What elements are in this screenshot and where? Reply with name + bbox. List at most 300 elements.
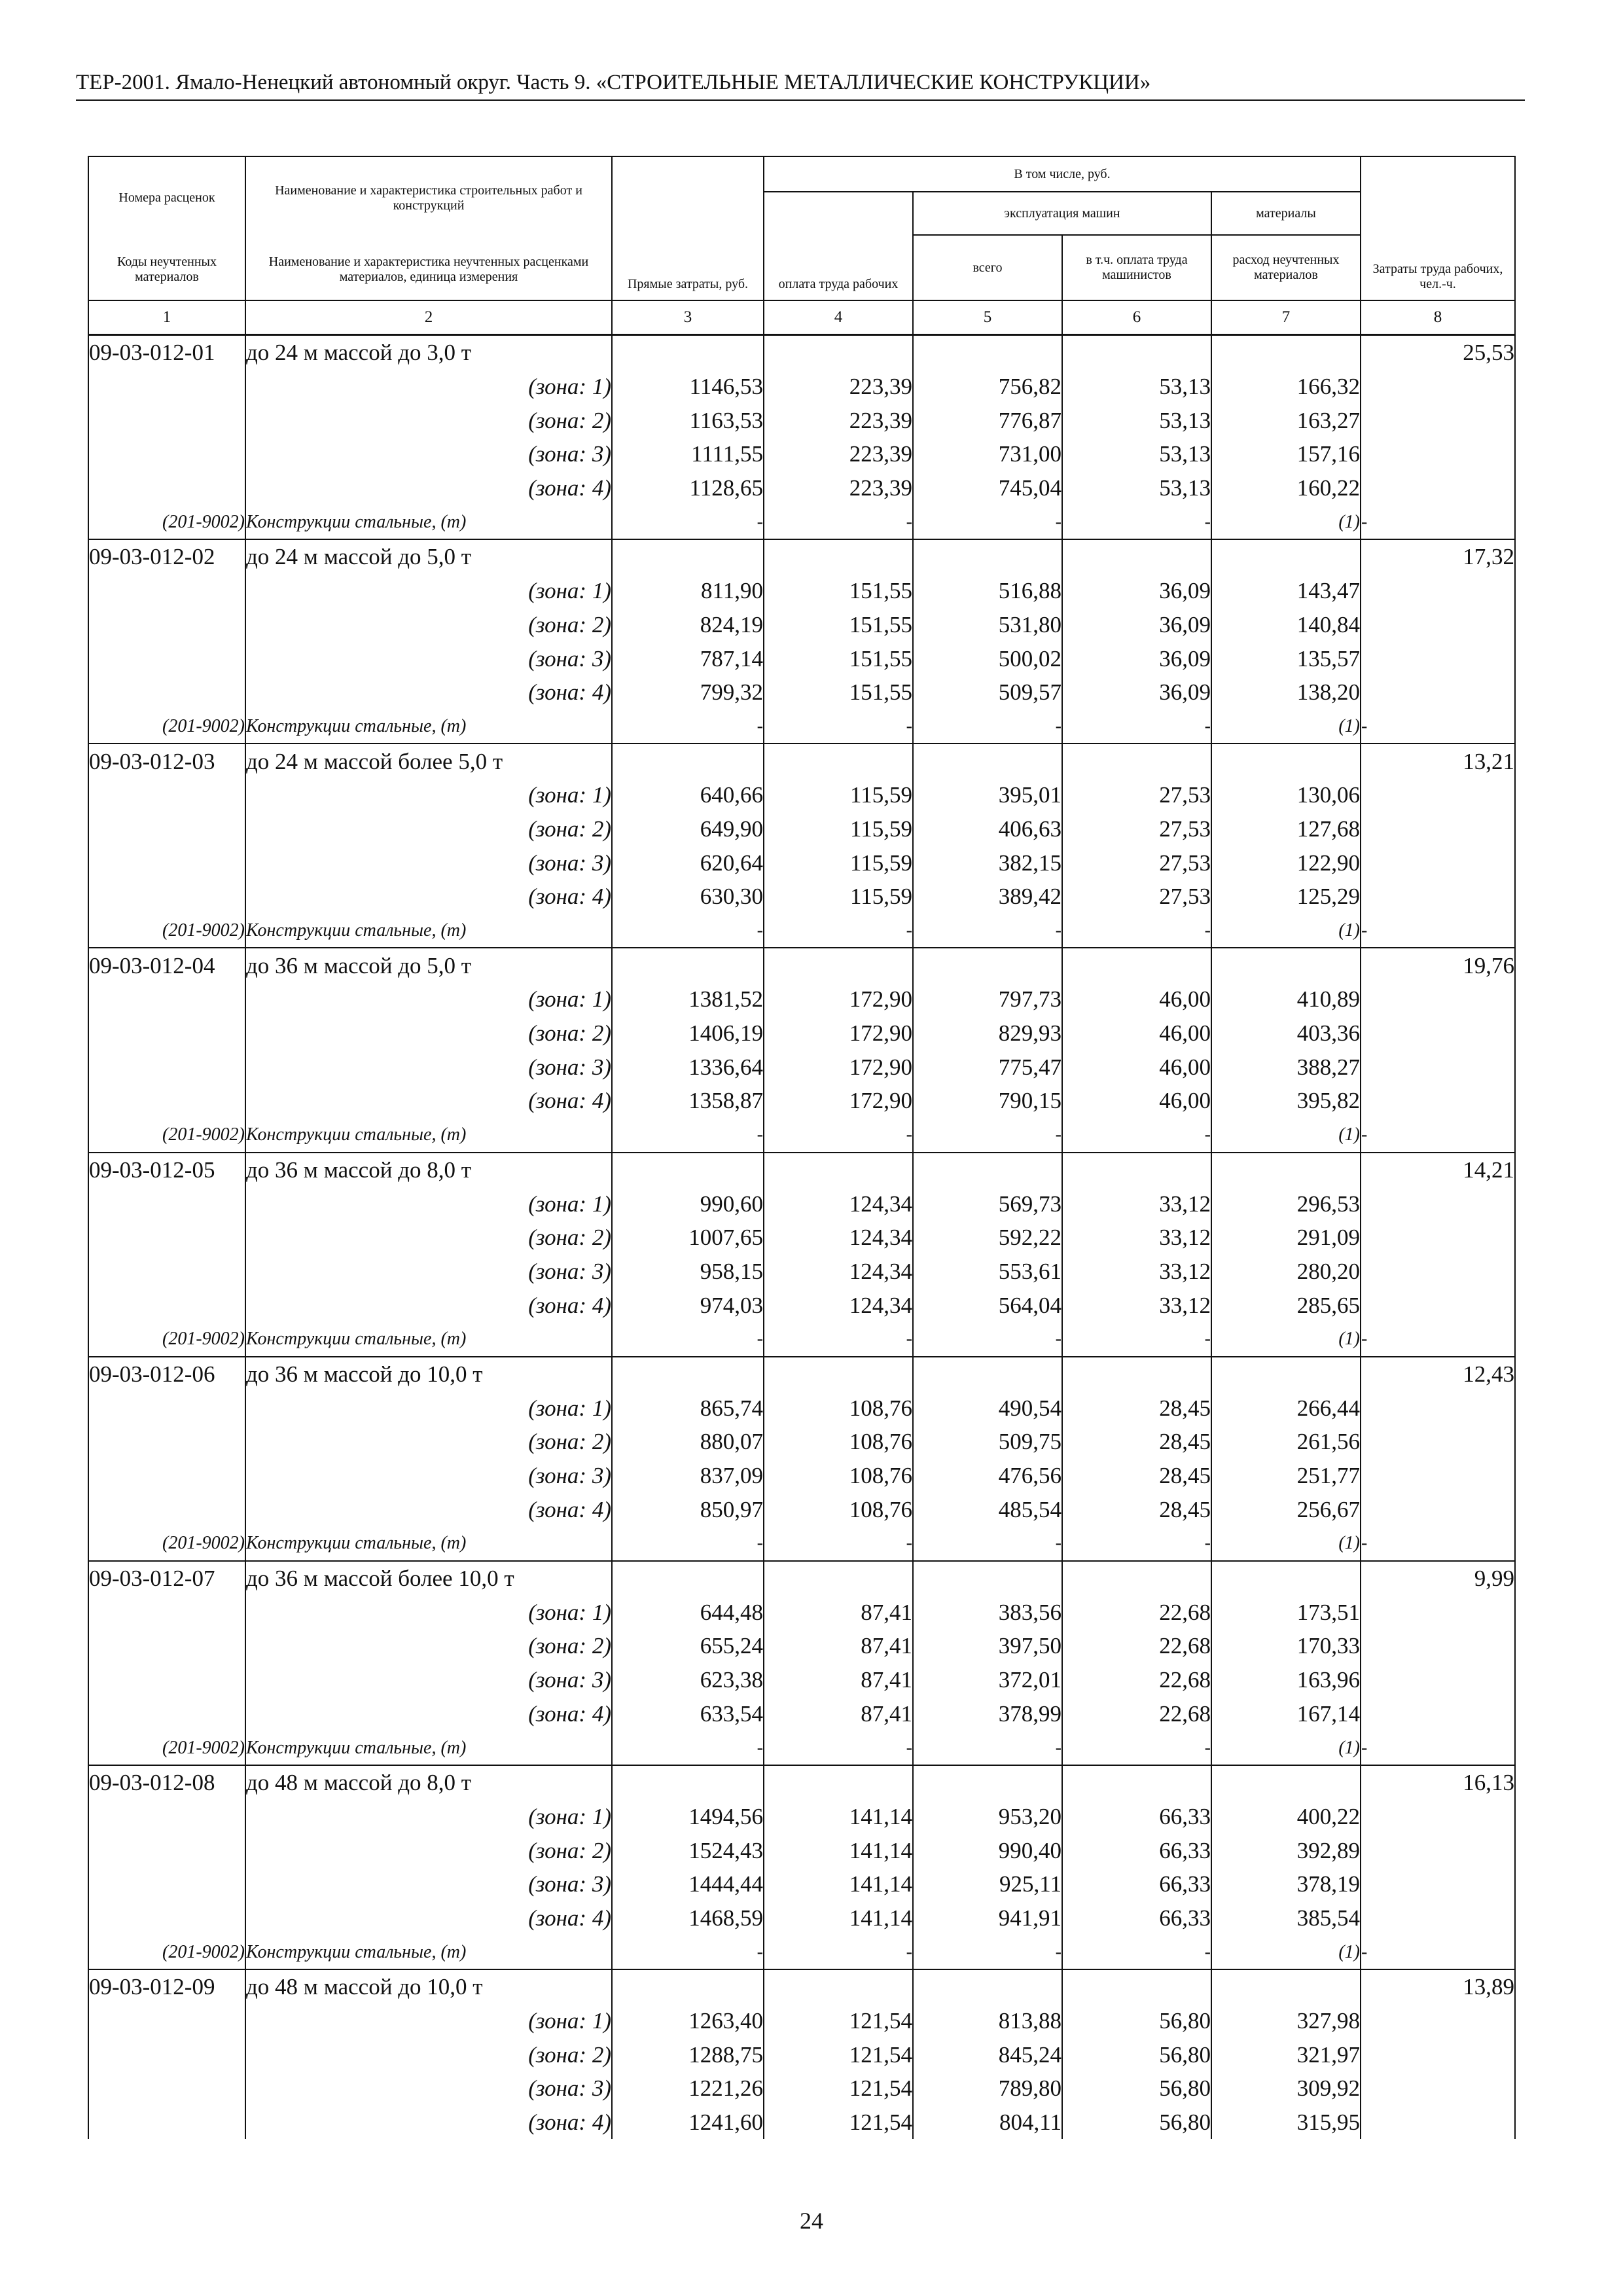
operator-pay: 53,13 xyxy=(1062,437,1211,471)
dash: - xyxy=(764,505,913,539)
machines-total: 745,04 xyxy=(913,471,1062,505)
worker-pay: 151,55 xyxy=(764,641,913,675)
rate-name: до 48 м массой до 10,0 т xyxy=(245,1969,612,2004)
rate-row xyxy=(88,539,1515,574)
dash: - xyxy=(1062,709,1211,744)
materials-cost: 395,82 xyxy=(1211,1084,1361,1118)
materials-cost: 122,90 xyxy=(1211,846,1361,880)
operator-pay: 36,09 xyxy=(1062,675,1211,709)
machines-total: 813,88 xyxy=(913,2004,1062,2038)
materials-cost: 127,68 xyxy=(1211,812,1361,846)
labor-cost: 12,43 xyxy=(1361,1357,1515,1391)
machines-total: 829,93 xyxy=(913,1016,1062,1050)
zone-row xyxy=(88,846,1515,880)
rate-name: до 36 м массой до 8,0 т xyxy=(245,1153,612,1187)
materials-cost: 125,29 xyxy=(1211,880,1361,914)
zone-row xyxy=(88,675,1515,709)
machines-total: 383,56 xyxy=(913,1595,1062,1629)
materials-cost: 256,67 xyxy=(1211,1492,1361,1526)
labor-cost: 19,76 xyxy=(1361,948,1515,982)
operator-pay: 28,45 xyxy=(1062,1459,1211,1493)
worker-pay: 121,54 xyxy=(764,2106,913,2140)
material-name: Конструкции стальные, (т) xyxy=(245,1935,612,1969)
rate-row xyxy=(88,1153,1515,1187)
labor-cost: 13,21 xyxy=(1361,744,1515,778)
material-name: Конструкции стальные, (т) xyxy=(245,1526,612,1561)
worker-pay: 108,76 xyxy=(764,1391,913,1425)
rate-code: 09-03-012-01 xyxy=(88,335,245,370)
material-name: Конструкции стальные, (т) xyxy=(245,505,612,539)
header-including: В том числе, руб. xyxy=(764,156,1361,192)
column-number: 7 xyxy=(1211,300,1361,335)
zone-label: (зона: 1) xyxy=(245,574,612,608)
machines-total: 776,87 xyxy=(913,403,1062,437)
zone-row xyxy=(88,2004,1515,2038)
dash: - xyxy=(913,1731,1062,1765)
material-quantity: (1) xyxy=(1211,1935,1361,1969)
operator-pay: 66,33 xyxy=(1062,1867,1211,1901)
materials-cost: 315,95 xyxy=(1211,2106,1361,2140)
zone-row xyxy=(88,1663,1515,1697)
worker-pay: 151,55 xyxy=(764,608,913,642)
page-number: 24 xyxy=(800,2208,823,2234)
material-code: (201-9002) xyxy=(88,1526,245,1561)
dash: - xyxy=(1062,914,1211,948)
dash: - xyxy=(1062,505,1211,539)
materials-cost: 251,77 xyxy=(1211,1459,1361,1493)
materials-cost: 170,33 xyxy=(1211,1629,1361,1663)
dash: - xyxy=(764,1526,913,1561)
materials-cost: 266,44 xyxy=(1211,1391,1361,1425)
material-quantity: (1) xyxy=(1211,914,1361,948)
zone-label: (зона: 4) xyxy=(245,1084,612,1118)
materials-cost: 135,57 xyxy=(1211,641,1361,675)
direct-cost: 1007,65 xyxy=(612,1221,764,1255)
material-quantity: (1) xyxy=(1211,1118,1361,1153)
machines-total: 845,24 xyxy=(913,2037,1062,2072)
rates-body xyxy=(88,335,1515,2140)
material-name: Конструкции стальные, (т) xyxy=(245,709,612,744)
material-row xyxy=(88,1935,1515,1969)
dash: - xyxy=(1361,1118,1515,1153)
machines-total: 592,22 xyxy=(913,1221,1062,1255)
zone-label: (зона: 1) xyxy=(245,982,612,1016)
dash: - xyxy=(1062,1322,1211,1357)
machines-total: 509,75 xyxy=(913,1425,1062,1459)
rate-code: 09-03-012-03 xyxy=(88,744,245,778)
operator-pay: 66,33 xyxy=(1062,1901,1211,1935)
direct-cost: 649,90 xyxy=(612,812,764,846)
zone-row xyxy=(88,1697,1515,1731)
rate-code: 09-03-012-08 xyxy=(88,1765,245,1800)
dash: - xyxy=(612,1935,764,1969)
operator-pay: 66,33 xyxy=(1062,1833,1211,1867)
direct-cost: 1128,65 xyxy=(612,471,764,505)
worker-pay: 87,41 xyxy=(764,1595,913,1629)
material-quantity: (1) xyxy=(1211,1526,1361,1561)
worker-pay: 124,34 xyxy=(764,1255,913,1289)
zone-label: (зона: 4) xyxy=(245,471,612,505)
material-quantity: (1) xyxy=(1211,709,1361,744)
materials-cost: 388,27 xyxy=(1211,1050,1361,1084)
machines-total: 797,73 xyxy=(913,982,1062,1016)
zone-label: (зона: 1) xyxy=(245,1800,612,1834)
material-row xyxy=(88,505,1515,539)
direct-cost: 655,24 xyxy=(612,1629,764,1663)
material-code: (201-9002) xyxy=(88,505,245,539)
labor-cost: 16,13 xyxy=(1361,1765,1515,1800)
operator-pay: 36,09 xyxy=(1062,641,1211,675)
material-row xyxy=(88,709,1515,744)
column-number: 5 xyxy=(913,300,1062,335)
zone-label: (зона: 3) xyxy=(245,437,612,471)
worker-pay: 115,59 xyxy=(764,880,913,914)
machines-total: 485,54 xyxy=(913,1492,1062,1526)
header-labor-costs: Затраты труда рабочих, чел.-ч. xyxy=(1361,156,1515,300)
zone-row xyxy=(88,812,1515,846)
materials-cost: 167,14 xyxy=(1211,1697,1361,1731)
machines-total: 553,61 xyxy=(913,1255,1062,1289)
dash: - xyxy=(764,914,913,948)
direct-cost: 640,66 xyxy=(612,778,764,812)
zone-label: (зона: 2) xyxy=(245,1833,612,1867)
worker-pay: 151,55 xyxy=(764,574,913,608)
machines-total: 490,54 xyxy=(913,1391,1062,1425)
rate-code: 09-03-012-02 xyxy=(88,539,245,574)
material-row xyxy=(88,1731,1515,1765)
zone-label: (зона: 2) xyxy=(245,812,612,846)
material-name: Конструкции стальные, (т) xyxy=(245,914,612,948)
worker-pay: 87,41 xyxy=(764,1663,913,1697)
machines-total: 775,47 xyxy=(913,1050,1062,1084)
material-quantity: (1) xyxy=(1211,1731,1361,1765)
zone-row xyxy=(88,1187,1515,1221)
operator-pay: 56,80 xyxy=(1062,2037,1211,2072)
machines-total: 731,00 xyxy=(913,437,1062,471)
machines-total: 509,57 xyxy=(913,675,1062,709)
machines-total: 500,02 xyxy=(913,641,1062,675)
zone-label: (зона: 3) xyxy=(245,2072,612,2106)
header-materials: материалы xyxy=(1211,192,1361,235)
dash: - xyxy=(612,1731,764,1765)
direct-cost: 644,48 xyxy=(612,1595,764,1629)
zone-row xyxy=(88,1800,1515,1834)
operator-pay: 53,13 xyxy=(1062,471,1211,505)
direct-cost: 1381,52 xyxy=(612,982,764,1016)
direct-cost: 1524,43 xyxy=(612,1833,764,1867)
materials-cost: 321,97 xyxy=(1211,2037,1361,2072)
column-number: 3 xyxy=(612,300,764,335)
zone-row xyxy=(88,1084,1515,1118)
operator-pay: 56,80 xyxy=(1062,2072,1211,2106)
column-number: 6 xyxy=(1062,300,1211,335)
worker-pay: 108,76 xyxy=(764,1459,913,1493)
materials-cost: 166,32 xyxy=(1211,370,1361,404)
worker-pay: 223,39 xyxy=(764,471,913,505)
rates-table xyxy=(88,156,1516,2139)
machines-total: 531,80 xyxy=(913,608,1062,642)
dash: - xyxy=(1361,1322,1515,1357)
material-code: (201-9002) xyxy=(88,914,245,948)
materials-cost: 163,27 xyxy=(1211,403,1361,437)
dash: - xyxy=(1062,1731,1211,1765)
dash: - xyxy=(1361,914,1515,948)
worker-pay: 151,55 xyxy=(764,675,913,709)
rate-row xyxy=(88,1561,1515,1596)
material-code: (201-9002) xyxy=(88,1731,245,1765)
operator-pay: 36,09 xyxy=(1062,574,1211,608)
column-number: 2 xyxy=(245,300,612,335)
header-unaccounted-codes: Коды неучтенных материалов xyxy=(88,239,245,300)
header-unaccounted-names: Наименование и характеристика неучтенных расценками материалов, единица измерения xyxy=(245,239,612,300)
machines-total: 925,11 xyxy=(913,1867,1062,1901)
zone-row xyxy=(88,370,1515,404)
labor-cost: 25,53 xyxy=(1361,335,1515,370)
direct-cost: 1163,53 xyxy=(612,403,764,437)
direct-cost: 1146,53 xyxy=(612,370,764,404)
worker-pay: 87,41 xyxy=(764,1697,913,1731)
zone-label: (зона: 2) xyxy=(245,2037,612,2072)
operator-pay: 46,00 xyxy=(1062,982,1211,1016)
direct-cost: 990,60 xyxy=(612,1187,764,1221)
zone-label: (зона: 3) xyxy=(245,1663,612,1697)
material-code: (201-9002) xyxy=(88,1322,245,1357)
operator-pay: 46,00 xyxy=(1062,1050,1211,1084)
materials-cost: 385,54 xyxy=(1211,1901,1361,1935)
worker-pay: 121,54 xyxy=(764,2072,913,2106)
direct-cost: 787,14 xyxy=(612,641,764,675)
operator-pay: 22,68 xyxy=(1062,1663,1211,1697)
rate-name: до 24 м массой до 5,0 т xyxy=(245,539,612,574)
operator-pay: 28,45 xyxy=(1062,1492,1211,1526)
worker-pay: 115,59 xyxy=(764,846,913,880)
zone-row xyxy=(88,1459,1515,1493)
direct-cost: 811,90 xyxy=(612,574,764,608)
rate-row xyxy=(88,1969,1515,2004)
operator-pay: 56,80 xyxy=(1062,2004,1211,2038)
column-number: 1 xyxy=(88,300,245,335)
zone-label: (зона: 4) xyxy=(245,675,612,709)
direct-cost: 1111,55 xyxy=(612,437,764,471)
operator-pay: 27,53 xyxy=(1062,778,1211,812)
zone-row xyxy=(88,1629,1515,1663)
dash: - xyxy=(612,1118,764,1153)
zone-label: (зона: 2) xyxy=(245,403,612,437)
header-worker-pay: оплата труда рабочих xyxy=(764,192,913,300)
zone-row xyxy=(88,574,1515,608)
materials-cost: 291,09 xyxy=(1211,1221,1361,1255)
zone-row xyxy=(88,1595,1515,1629)
direct-cost: 1406,19 xyxy=(612,1016,764,1050)
materials-cost: 157,16 xyxy=(1211,437,1361,471)
labor-cost: 9,99 xyxy=(1361,1561,1515,1596)
zone-label: (зона: 1) xyxy=(245,370,612,404)
zone-label: (зона: 1) xyxy=(245,1187,612,1221)
worker-pay: 121,54 xyxy=(764,2037,913,2072)
rate-name: до 36 м массой до 5,0 т xyxy=(245,948,612,982)
machines-total: 389,42 xyxy=(913,880,1062,914)
dash: - xyxy=(1361,505,1515,539)
rate-row xyxy=(88,1357,1515,1391)
dash: - xyxy=(913,914,1062,948)
worker-pay: 223,39 xyxy=(764,370,913,404)
zone-row xyxy=(88,778,1515,812)
zone-row xyxy=(88,1050,1515,1084)
machines-total: 397,50 xyxy=(913,1629,1062,1663)
machines-total: 953,20 xyxy=(913,1800,1062,1834)
zone-label: (зона: 2) xyxy=(245,608,612,642)
zone-row xyxy=(88,2037,1515,2072)
operator-pay: 46,00 xyxy=(1062,1016,1211,1050)
dash: - xyxy=(1361,709,1515,744)
dash: - xyxy=(612,1322,764,1357)
rate-row xyxy=(88,744,1515,778)
materials-cost: 400,22 xyxy=(1211,1800,1361,1834)
dash: - xyxy=(1062,1118,1211,1153)
direct-cost: 799,32 xyxy=(612,675,764,709)
direct-cost: 824,19 xyxy=(612,608,764,642)
operator-pay: 33,12 xyxy=(1062,1288,1211,1322)
dash: - xyxy=(913,1526,1062,1561)
worker-pay: 172,90 xyxy=(764,1084,913,1118)
materials-cost: 285,65 xyxy=(1211,1288,1361,1322)
zone-label: (зона: 4) xyxy=(245,1288,612,1322)
rate-code: 09-03-012-05 xyxy=(88,1153,245,1187)
materials-cost: 138,20 xyxy=(1211,675,1361,709)
zone-row xyxy=(88,1221,1515,1255)
zone-row xyxy=(88,437,1515,471)
worker-pay: 141,14 xyxy=(764,1800,913,1834)
materials-cost: 130,06 xyxy=(1211,778,1361,812)
worker-pay: 124,34 xyxy=(764,1288,913,1322)
worker-pay: 115,59 xyxy=(764,812,913,846)
machines-total: 378,99 xyxy=(913,1697,1062,1731)
materials-cost: 140,84 xyxy=(1211,608,1361,642)
dash: - xyxy=(764,1731,913,1765)
zone-label: (зона: 4) xyxy=(245,880,612,914)
worker-pay: 124,34 xyxy=(764,1221,913,1255)
worker-pay: 172,90 xyxy=(764,1050,913,1084)
direct-cost: 1444,44 xyxy=(612,1867,764,1901)
materials-cost: 309,92 xyxy=(1211,2072,1361,2106)
material-name: Конструкции стальные, (т) xyxy=(245,1731,612,1765)
operator-pay: 27,53 xyxy=(1062,880,1211,914)
labor-cost: 14,21 xyxy=(1361,1153,1515,1187)
zone-row xyxy=(88,1016,1515,1050)
machines-total: 789,80 xyxy=(913,2072,1062,2106)
direct-cost: 1288,75 xyxy=(612,2037,764,2072)
zone-label: (зона: 4) xyxy=(245,1901,612,1935)
header-work-name: Наименование и характеристика строительных работ и конструкций xyxy=(245,156,612,239)
material-name: Конструкции стальные, (т) xyxy=(245,1118,612,1153)
worker-pay: 141,14 xyxy=(764,1867,913,1901)
worker-pay: 223,39 xyxy=(764,403,913,437)
header-material-use: расход неучтенных материалов xyxy=(1211,235,1361,300)
materials-cost: 160,22 xyxy=(1211,471,1361,505)
zone-label: (зона: 3) xyxy=(245,846,612,880)
direct-cost: 620,64 xyxy=(612,846,764,880)
page-header: ТЕР-2001. Ямало-Ненецкий автономный округ. Часть 9. «СТРОИТЕЛЬНЫЕ МЕТАЛЛИЧЕСКИЕ КОНСТРУКЦИИ» xyxy=(76,69,1525,101)
materials-cost: 261,56 xyxy=(1211,1425,1361,1459)
rate-row xyxy=(88,948,1515,982)
direct-cost: 1358,87 xyxy=(612,1084,764,1118)
materials-cost: 173,51 xyxy=(1211,1595,1361,1629)
dash: - xyxy=(1361,1731,1515,1765)
rate-name: до 24 м массой до 3,0 т xyxy=(245,335,612,370)
zone-row xyxy=(88,2072,1515,2106)
machines-total: 406,63 xyxy=(913,812,1062,846)
zone-label: (зона: 3) xyxy=(245,641,612,675)
zone-row xyxy=(88,641,1515,675)
direct-cost: 974,03 xyxy=(612,1288,764,1322)
dash: - xyxy=(764,1935,913,1969)
material-row xyxy=(88,1526,1515,1561)
zone-row xyxy=(88,608,1515,642)
machines-total: 395,01 xyxy=(913,778,1062,812)
material-code: (201-9002) xyxy=(88,1118,245,1153)
direct-cost: 1336,64 xyxy=(612,1050,764,1084)
direct-cost: 623,38 xyxy=(612,1663,764,1697)
direct-cost: 1263,40 xyxy=(612,2004,764,2038)
header-machine-operation: эксплуатация машин xyxy=(913,192,1211,235)
rate-row xyxy=(88,335,1515,370)
direct-cost: 630,30 xyxy=(612,880,764,914)
materials-cost: 410,89 xyxy=(1211,982,1361,1016)
direct-cost: 837,09 xyxy=(612,1459,764,1493)
zone-label: (зона: 1) xyxy=(245,2004,612,2038)
labor-cost: 13,89 xyxy=(1361,1969,1515,2004)
zone-row xyxy=(88,1833,1515,1867)
machines-total: 756,82 xyxy=(913,370,1062,404)
dash: - xyxy=(1062,1935,1211,1969)
direct-cost: 1221,26 xyxy=(612,2072,764,2106)
machines-total: 564,04 xyxy=(913,1288,1062,1322)
materials-cost: 378,19 xyxy=(1211,1867,1361,1901)
operator-pay: 56,80 xyxy=(1062,2106,1211,2140)
materials-cost: 403,36 xyxy=(1211,1016,1361,1050)
dash: - xyxy=(913,1118,1062,1153)
labor-cost: 17,32 xyxy=(1361,539,1515,574)
materials-cost: 392,89 xyxy=(1211,1833,1361,1867)
operator-pay: 66,33 xyxy=(1062,1800,1211,1834)
column-number: 8 xyxy=(1361,300,1515,335)
worker-pay: 141,14 xyxy=(764,1901,913,1935)
rate-code: 09-03-012-06 xyxy=(88,1357,245,1391)
material-name: Конструкции стальные, (т) xyxy=(245,1322,612,1357)
operator-pay: 28,45 xyxy=(1062,1425,1211,1459)
zone-row xyxy=(88,1492,1515,1526)
material-row xyxy=(88,1322,1515,1357)
column-number: 4 xyxy=(764,300,913,335)
materials-cost: 296,53 xyxy=(1211,1187,1361,1221)
zone-row xyxy=(88,403,1515,437)
zone-row xyxy=(88,471,1515,505)
rate-name: до 36 м массой до 10,0 т xyxy=(245,1357,612,1391)
worker-pay: 172,90 xyxy=(764,982,913,1016)
zone-row xyxy=(88,1288,1515,1322)
dash: - xyxy=(913,505,1062,539)
zone-label: (зона: 3) xyxy=(245,1255,612,1289)
dash: - xyxy=(612,914,764,948)
zone-row xyxy=(88,1391,1515,1425)
direct-cost: 633,54 xyxy=(612,1697,764,1731)
direct-cost: 865,74 xyxy=(612,1391,764,1425)
dash: - xyxy=(1062,1526,1211,1561)
rate-name: до 36 м массой более 10,0 т xyxy=(245,1561,612,1596)
operator-pay: 36,09 xyxy=(1062,608,1211,642)
column-numbers-row xyxy=(88,300,1515,335)
operator-pay: 53,13 xyxy=(1062,403,1211,437)
